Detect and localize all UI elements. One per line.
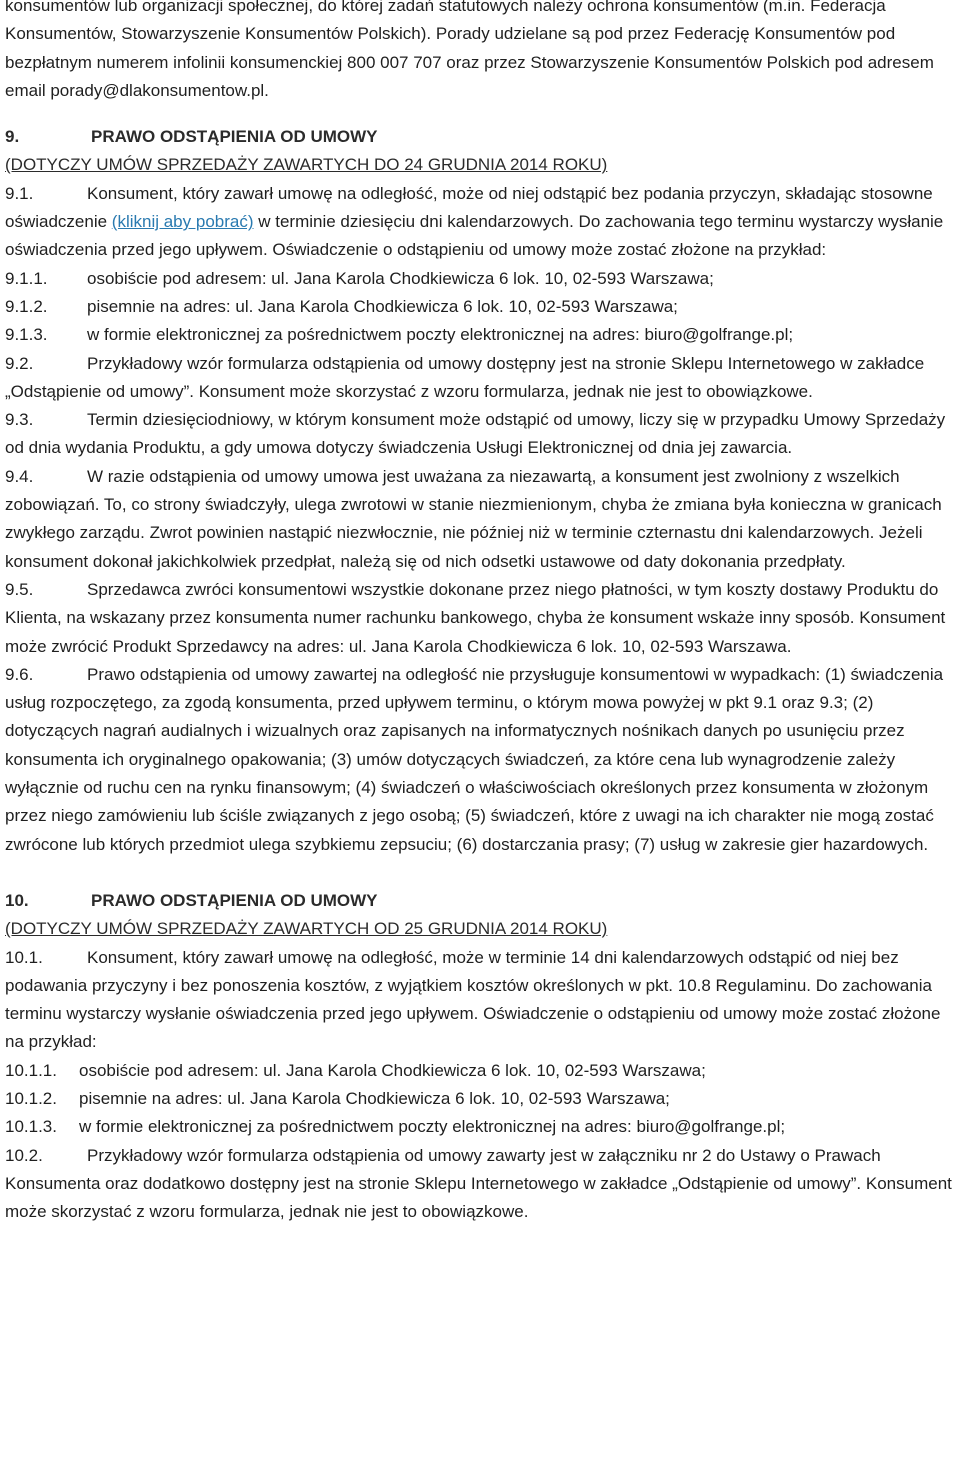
paragraph-number: 9.5. bbox=[5, 579, 34, 599]
paragraph-9-4 bbox=[5, 463, 957, 576]
paragraph-text: Prawo odstąpienia od umowy zawartej na odległość nie przysługuje konsumentowi w wypadkach: (1) świadczenia usług rozpoczętego, za zgodą konsumenta, przed upływem terminu, o którym mowa powyżej w pkt 9.1 oraz 9.3; (2) dotyczących nagrań audialnych i wizualnych oraz zapisanych na informatycznych nośnikach danych po usunięciu przez konsumenta ich oryginalnego opakowania; (3) umów dotyczących świadczeń, za które cena lub wynagrodzenie zależy wyłącznie od ruchu cen na rynku finansowym; (4) świadczeń o właściwościach określonych przez konsumenta w złożonym przez niego zamówieniu lub ściśle związanych z jego osobą; (5) świadczeń, które z uwagi na ich charakter nie mogą zostać zwrócone lub których przedmiot ulega szybkiemu zepsuciu; (6) dostarczania prasy; (7) usług w zakresie gier hazardowych. bbox=[5, 664, 944, 854]
document-page bbox=[5, 0, 957, 1226]
paragraph-number: 9.1. bbox=[5, 183, 34, 203]
paragraph-10-1 bbox=[5, 944, 957, 1057]
paragraph-9-1-2 bbox=[5, 293, 957, 321]
paragraph-number: 9.1.3. bbox=[5, 325, 48, 345]
paragraph-text: Przykładowy wzór formularza odstąpienia od umowy dostępny jest na stronie Sklepu Internetowego w zakładce „Odstąpienie od umowy”. Konsument może skorzystać z wzoru formularza, jednak nie jest to obowiązkowe. bbox=[5, 353, 925, 401]
paragraph-number: 10.1.2. bbox=[5, 1088, 57, 1108]
section-9-subtitle: (DOTYCZY UMÓW SPRZEDAŻY ZAWARTYCH DO 24 GRUDNIA 2014 ROKU) bbox=[5, 155, 608, 175]
paragraph-text: osobiście pod adresem: ul. Jana Karola Chodkiewicza 6 lok. 10, 02-593 Warszawa; bbox=[79, 1060, 706, 1080]
paragraph-number: 10.2. bbox=[5, 1145, 43, 1165]
paragraph-text: W razie odstąpienia od umowy umowa jest uważana za niezawartą, a konsument jest zwolniony z wszelkich zobowiązań. To, co strony świadczyły, ulega zwrotowi w stanie niezmienionym, chyba że zmiana była konieczna w granicach zwykłego zarządu. Zwrot powinien nastąpić niezwłocznie, nie później niż w terminie czternastu dni kalendarzowych. Jeżeli konsument dokonał jakichkolwiek przedpłat, należą się od nich odsetki ustawowe od daty dokonania przedpłaty. bbox=[5, 466, 942, 571]
paragraph-9-3 bbox=[5, 406, 957, 463]
paragraph-10-1-2 bbox=[5, 1085, 957, 1113]
paragraph-text: w formie elektronicznej za pośrednictwem poczty elektronicznej na adres: biuro@golfrange.pl; bbox=[87, 325, 794, 345]
section-10-heading bbox=[5, 887, 957, 915]
intro-paragraph bbox=[5, 0, 957, 105]
paragraph-number: 10.1. bbox=[5, 947, 43, 967]
paragraph-text: Przykładowy wzór formularza odstąpienia od umowy zawarty jest w załączniku nr 2 do Ustawy o Prawach Konsumenta oraz dodatkowo dostępny jest na stronie Sklepu Internetowego w zakładce „Odstąpienie od umowy”. Konsument może skorzystać z wzoru formularza, jednak nie jest to obowiązkowe. bbox=[5, 1145, 952, 1222]
paragraph-number: 9.1.1. bbox=[5, 268, 48, 288]
paragraph-number: 9.1.2. bbox=[5, 296, 48, 316]
section-10-title: PRAWO ODSTĄPIENIA OD UMOWY bbox=[91, 890, 378, 910]
paragraph-9-5 bbox=[5, 576, 957, 661]
paragraph-number: 9.2. bbox=[5, 353, 34, 373]
paragraph-text: w formie elektronicznej za pośrednictwem poczty elektronicznej na adres: biuro@golfrange.pl; bbox=[79, 1117, 786, 1137]
paragraph-number: 9.3. bbox=[5, 410, 34, 430]
section-10-number: 10. bbox=[5, 890, 29, 910]
paragraph-9-6 bbox=[5, 661, 957, 859]
paragraph-9-1 bbox=[5, 180, 957, 265]
paragraph-9-1-3 bbox=[5, 321, 957, 349]
intro-text: konsumentów lub organizacji społecznej, do której zadań statutowych należy ochrona konsumentów (m.in. Federacja Konsumentów, Stowarzyszenie Konsumentów Polskich). Porady udzielane są pod przez Federację Konsumentów pod bezpłatnym numerem infolinii konsumenckiej 800 007 707 oraz przez Stowarzyszenie Konsumentów Polskich pod adresem email porady@dlakonsumentow.pl. bbox=[5, 0, 934, 100]
paragraph-text: Termin dziesięciodniowy, w którym konsument może odstąpić od umowy, liczy się w przypadku Umowy Sprzedaży od dnia wydania Produktu, a gdy umowa dotyczy świadczenia Usługi Elektronicznej od dnia jej zawarcia. bbox=[5, 410, 946, 458]
section-9-title: PRAWO ODSTĄPIENIA OD UMOWY bbox=[91, 127, 378, 147]
paragraph-text: pisemnie na adres: ul. Jana Karola Chodkiewicza 6 lok. 10, 02-593 Warszawa; bbox=[87, 296, 678, 316]
paragraph-10-1-3 bbox=[5, 1113, 957, 1141]
section-9-heading bbox=[5, 123, 957, 151]
paragraph-number: 9.6. bbox=[5, 664, 34, 684]
paragraph-10-1-1 bbox=[5, 1057, 957, 1085]
paragraph-text: osobiście pod adresem: ul. Jana Karola Chodkiewicza 6 lok. 10, 02-593 Warszawa; bbox=[87, 268, 714, 288]
paragraph-text: pisemnie na adres: ul. Jana Karola Chodkiewicza 6 lok. 10, 02-593 Warszawa; bbox=[79, 1088, 670, 1108]
paragraph-10-2 bbox=[5, 1142, 957, 1227]
paragraph-9-1-1 bbox=[5, 265, 957, 293]
paragraph-9-2 bbox=[5, 350, 957, 407]
download-form-link[interactable]: (kliknij aby pobrać) bbox=[111, 212, 254, 232]
paragraph-number: 10.1.3. bbox=[5, 1117, 57, 1137]
paragraph-text: w terminie dziesięciu dni kalendarzowych. Do zachowania tego terminu wystarczy wysłanie oświadczenia przed jego upływem. Oświadczenie o odstąpieniu od umowy może zostać złożone na przykład: bbox=[5, 212, 944, 260]
section-10-subtitle: (DOTYCZY UMÓW SPRZEDAŻY ZAWARTYCH OD 25 GRUDNIA 2014 ROKU) bbox=[5, 919, 608, 939]
paragraph-number: 9.4. bbox=[5, 466, 34, 486]
paragraph-text: Sprzedawca zwróci konsumentowi wszystkie dokonane przez niego płatności, w tym koszty dostawy Produktu do Klienta, na wskazany przez konsumenta numer rachunku bankowego, chyba że konsument wskaże inny sposób. Konsument może zwrócić Produkt Sprzedawcy na adres: ul. Jana Karola Chodkiewicza 6 lok. 10, 02-593 Warszawa. bbox=[5, 579, 946, 656]
paragraph-number: 10.1.1. bbox=[5, 1060, 57, 1080]
paragraph-text: Konsument, który zawarł umowę na odległość, może od niej odstąpić bez podania przyczyn, składając stosowne oświadczenie bbox=[5, 183, 933, 232]
paragraph-text: Konsument, który zawarł umowę na odległość, może w terminie 14 dni kalendarzowych odstąpić od niej bez podawania przyczyny i bez ponoszenia kosztów, z wyjątkiem kosztów określonych w pkt. 10.8 Regulaminu. Do zachowania terminu wystarczy wysłanie oświadczenia przed jego upływem. Oświadczenie o odstąpieniu od umowy może zostać złożone na przykład: bbox=[5, 947, 941, 1052]
section-9-number: 9. bbox=[5, 127, 20, 147]
